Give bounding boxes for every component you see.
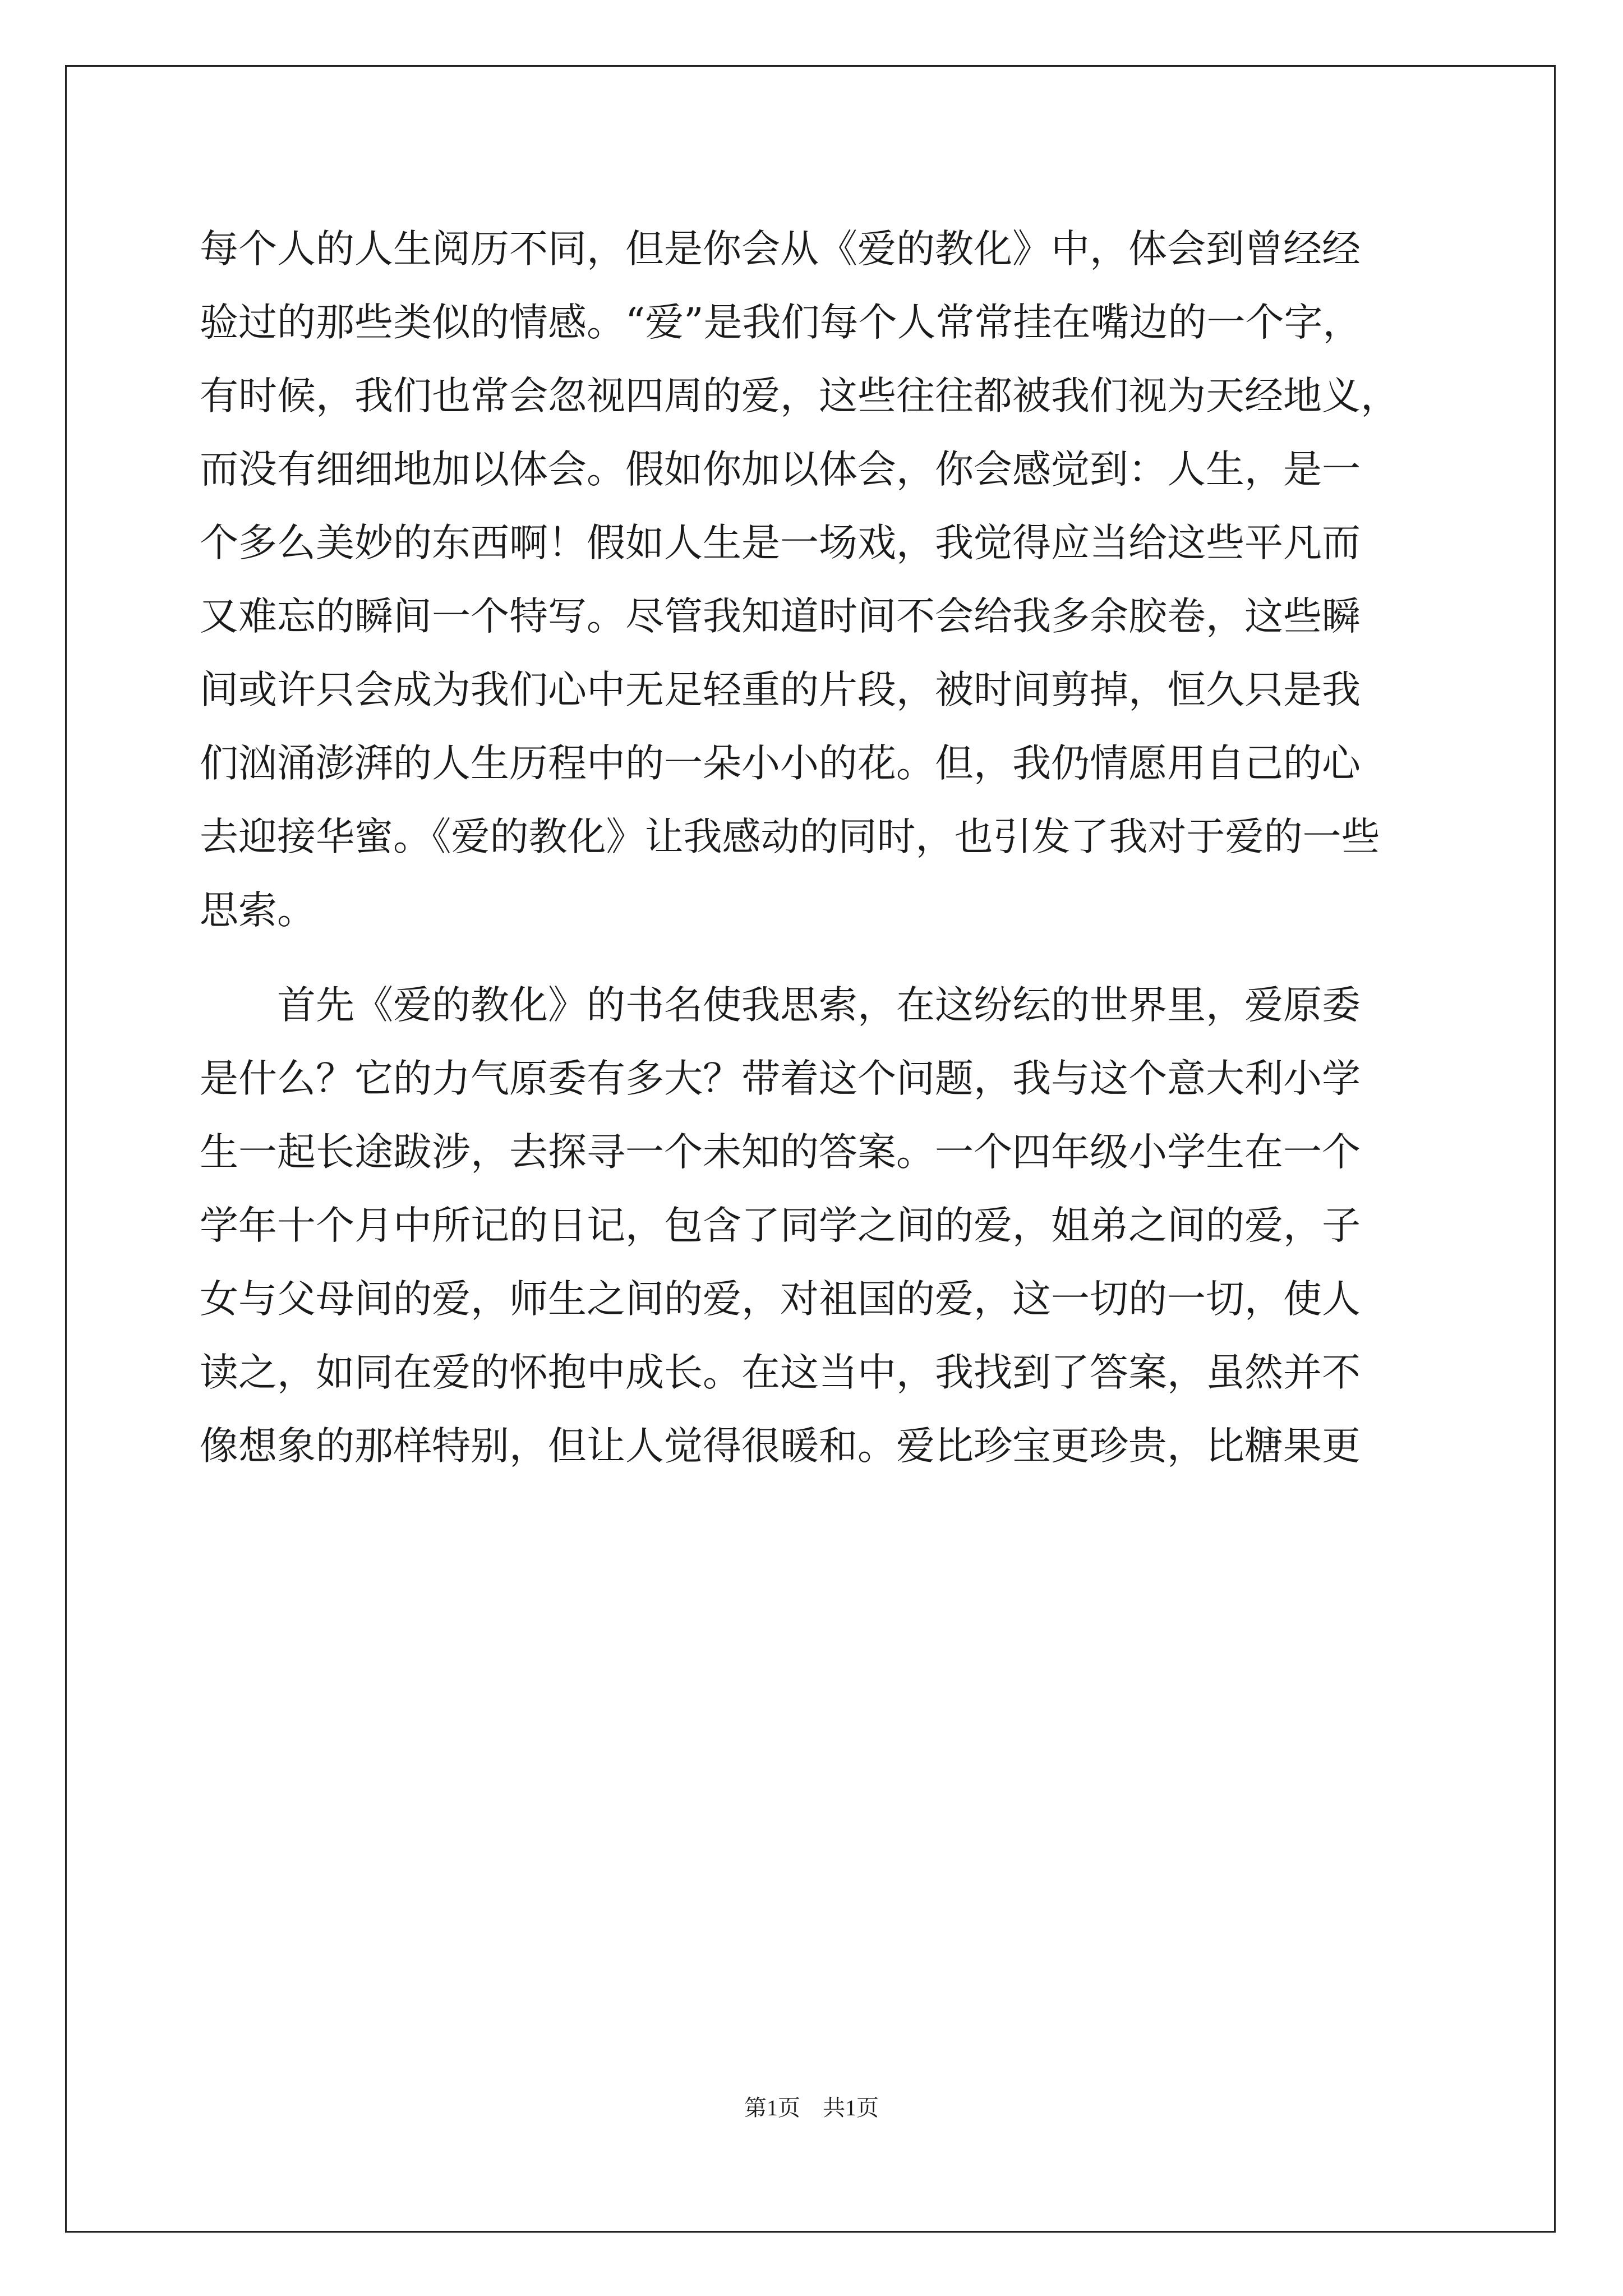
- text-line: 读之，如同在爱的怀抱中成长。在这当中，我找到了答案，虽然并不: [200, 1350, 1361, 1395]
- text-line: 思索。: [200, 888, 316, 933]
- text-line: 间或许只会成为我们心中无足轻重的片段，被时间剪掉，恒久只是我: [200, 668, 1361, 712]
- text-line: 个多么美妙的东西啊！假如人生是一场戏，我觉得应当给这些平凡而: [200, 521, 1361, 565]
- text-line: 们汹涌澎湃的人生历程中的一朵小小的花。但，我仍情愿用自己的心: [200, 741, 1361, 786]
- text-line: 验过的那些类似的情感。“爱”是我们每个人常常挂在嘴边的一个字，: [200, 300, 1362, 345]
- text-line: 首先《爱的教化》的书名使我思索，在这纷纭的世界里，爱原委: [200, 983, 1361, 1028]
- text-line: 去迎接华蜜。《爱的教化》让我感动的同时，也引发了我对于爱的一些: [200, 815, 1380, 859]
- text-line: 而没有细细地加以体会。假如你加以体会，你会感觉到：人生，是一: [200, 447, 1361, 492]
- text-line: 有时候，我们也常会忽视四周的爱，这些往往都被我们视为天经地义，: [200, 374, 1399, 418]
- text-line: 又难忘的瞬间一个特写。尽管我知道时间不会给我多余胶卷，这些瞬: [200, 594, 1361, 639]
- text-line: 女与父母间的爱，师生之间的爱，对祖国的爱，这一切的一切，使人: [200, 1277, 1361, 1322]
- page-number-footer: 第1页 共1页: [744, 2095, 879, 2120]
- text-line: 是什么？它的力气原委有多大？带着这个问题，我与这个意大利小学: [200, 1056, 1361, 1101]
- text-line: 像想象的那样特别，但让人觉得很暖和。爱比珍宝更珍贵，比糖果更: [200, 1424, 1361, 1469]
- text-line: 每个人的人生阅历不同，但是你会从《爱的教化》中，体会到曾经经: [200, 227, 1361, 272]
- text-line: 学年十个月中所记的日记，包含了同学之间的爱，姐弟之间的爱，子: [200, 1203, 1361, 1248]
- text-line: 生一起长途跋涉，去探寻一个未知的答案。一个四年级小学生在一个: [200, 1130, 1361, 1175]
